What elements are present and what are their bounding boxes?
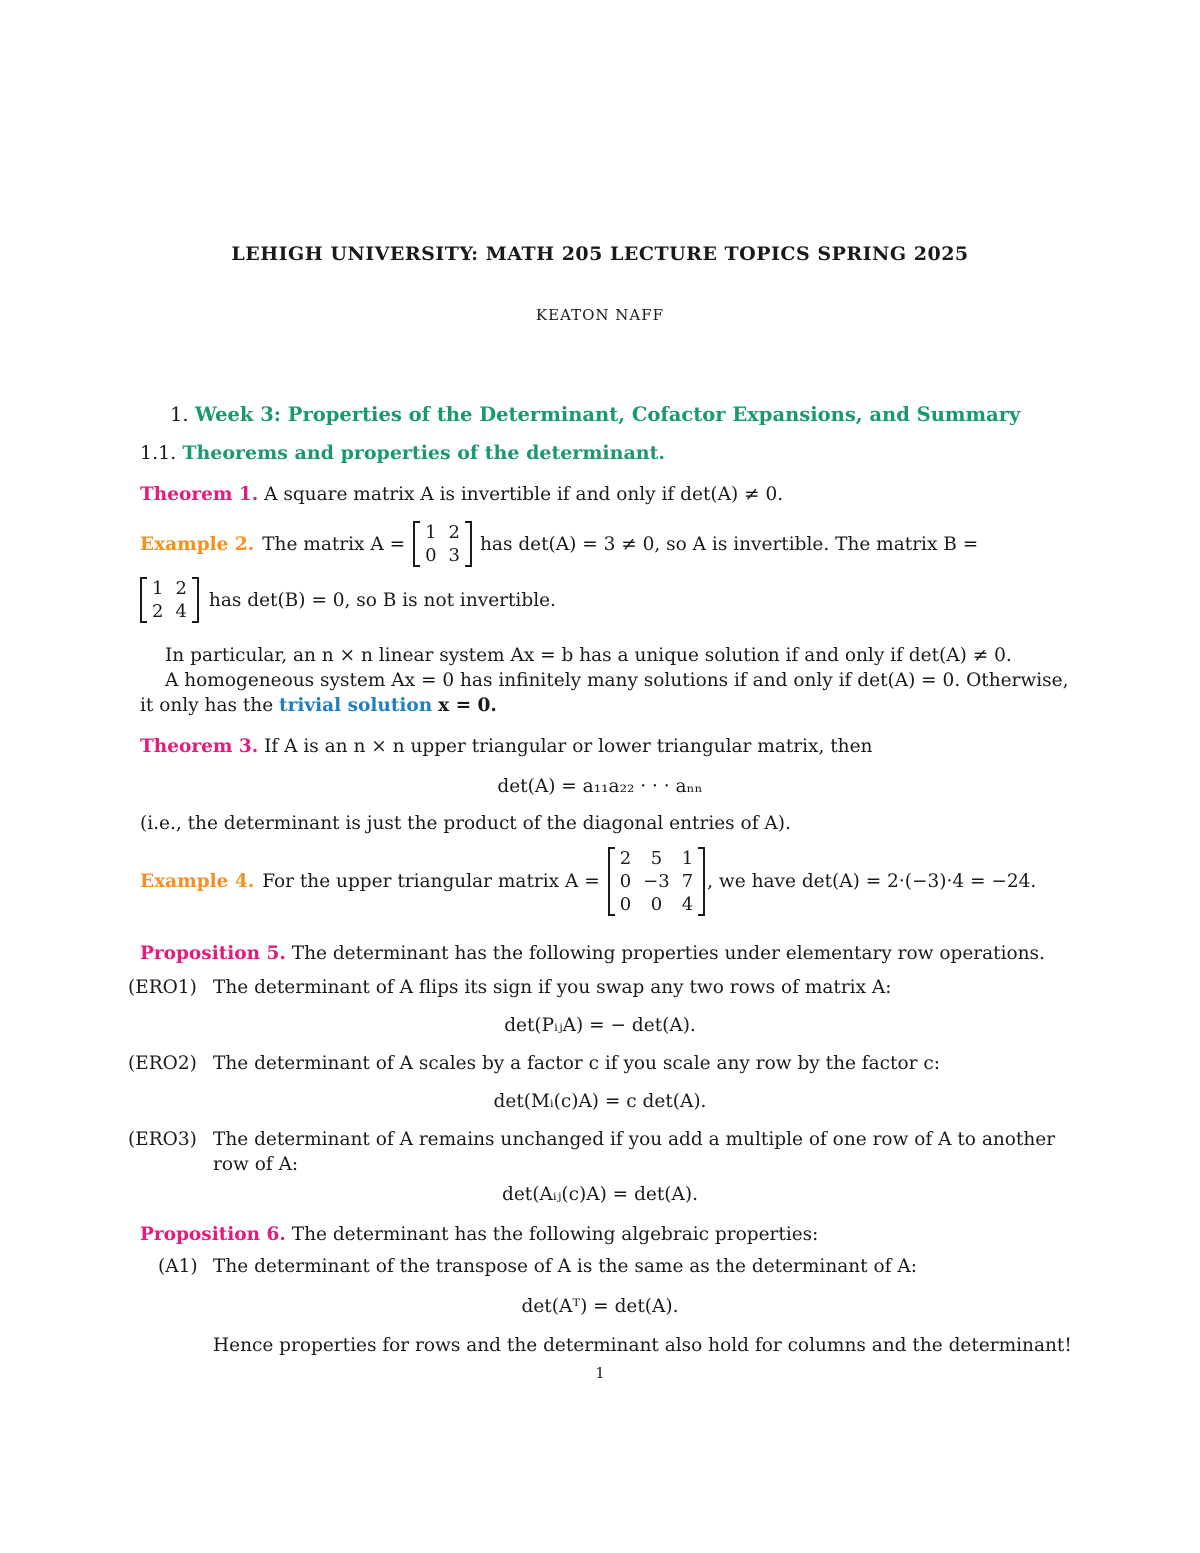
example-2-text-a: The matrix A = — [262, 533, 406, 555]
example-2-text-b: has det(A) = 3 ≠ 0, so A is invertible. The matrix B = — [480, 533, 979, 555]
matrix-cell: 2 — [175, 578, 187, 599]
subsection-title: Theorems and properties of the determinant. — [182, 442, 665, 464]
ero3-formula: det(Aᵢⱼ(c)A) = det(A). — [502, 1184, 698, 1205]
example-4-text-a: For the upper triangular matrix A = — [262, 871, 600, 892]
ero1-formula: det(PᵢⱼA) = − det(A). — [504, 1015, 696, 1036]
theorem-3-label: Theorem 3. — [140, 736, 259, 757]
page-number: 1 — [595, 1364, 605, 1382]
proposition-5-label: Proposition 5. — [140, 943, 286, 964]
matrix-cell: 0 — [425, 545, 437, 566]
theorem-3-text: If A is an n × n upper triangular or lower triangular matrix, then — [264, 736, 873, 757]
paragraph-line-1: In particular, an n × n linear system Ax = b has a unique solution if and only if det(A) ≠ 0. — [165, 645, 1012, 666]
a1-formula: det(Aᵀ) = det(A). — [521, 1296, 679, 1317]
a1-text: The determinant of the transpose of A is the same as the determinant of A: — [213, 1256, 917, 1277]
ero3-text: The determinant of A remains unchanged if you add a multiple of one row of A to another — [213, 1129, 1056, 1150]
section-number: 1. — [170, 403, 189, 426]
example-2-text-c: has det(B) = 0, so B is not invertible. — [208, 589, 556, 611]
paragraph-line-2: A homogeneous system Ax = 0 has infinitely many solutions if and only if det(A) = 0. Otherwise, — [165, 670, 1069, 691]
ero2-formula: det(Mᵢ(c)A) = c det(A). — [493, 1091, 707, 1112]
example-4-text-b: , we have det(A) = 2·(−3)·4 = −24. — [707, 871, 1037, 892]
matrix-cell: 4 — [681, 894, 694, 915]
proposition-5 — [140, 943, 1045, 964]
ero1-text: The determinant of A flips its sign if you swap any two rows of matrix A: — [213, 977, 892, 998]
proposition-5-text: The determinant has the following properties under elementary row operations. — [291, 943, 1045, 964]
matrix-cell: −3 — [643, 871, 670, 892]
matrix-a — [413, 521, 472, 567]
section-title: Week 3: Properties of the Determinant, Cofactor Expansions, and Summary — [194, 403, 1021, 426]
matrix-cell: 2 — [152, 601, 164, 622]
trivial-solution-term: trivial solution — [279, 695, 433, 716]
ero3-tag: (ERO3) — [128, 1129, 197, 1150]
paragraph-line-3-b: x = 0. — [438, 695, 497, 716]
matrix-cell: 0 — [619, 871, 632, 892]
proposition-6-text: The determinant has the following algebraic properties: — [291, 1224, 819, 1245]
matrix-cell: 2 — [448, 522, 460, 543]
matrix-cell: 5 — [650, 848, 663, 869]
example-2-line-2 — [140, 577, 556, 623]
matrix-b — [140, 577, 199, 623]
example-2-label: Example 2. — [140, 533, 255, 555]
section-heading — [170, 403, 1020, 426]
matrix-cell: 4 — [175, 601, 187, 622]
theorem-3 — [140, 736, 872, 757]
page-title: LEHIGH UNIVERSITY: MATH 205 LECTURE TOPICS SPRING 2025 — [231, 243, 969, 265]
theorem-1-text: A square matrix A is invertible if and only if det(A) ≠ 0. — [264, 484, 784, 505]
ero2-text: The determinant of A scales by a factor c if you scale any row by the factor c: — [213, 1053, 940, 1074]
matrix-cell: 2 — [619, 848, 632, 869]
subsection-number: 1.1. — [140, 442, 177, 464]
theorem-3-note: (i.e., the determinant is just the product of the diagonal entries of A). — [140, 813, 791, 834]
matrix-cell: 1 — [425, 522, 437, 543]
ero1-tag: (ERO1) — [128, 977, 197, 998]
matrix-cell: 1 — [681, 848, 694, 869]
a1-tag: (A1) — [158, 1256, 198, 1277]
example-2-line-1 — [140, 521, 978, 567]
a1-followup: Hence properties for rows and the determinant also hold for columns and the determinant! — [213, 1335, 1072, 1356]
matrix-cell: 1 — [152, 578, 164, 599]
ero2-tag: (ERO2) — [128, 1053, 197, 1074]
author: KEATON NAFF — [535, 306, 665, 324]
subsection-heading — [140, 442, 665, 464]
matrix-cell: 7 — [681, 871, 694, 892]
ero3-text-2: row of A: — [213, 1154, 299, 1175]
paragraph-line-3-a: it only has the — [140, 695, 274, 716]
example-4-label: Example 4. — [140, 871, 255, 892]
matrix-upper-triangular — [608, 847, 705, 916]
matrix-cell: 0 — [619, 894, 632, 915]
paragraph-line-3 — [140, 695, 497, 716]
theorem-1 — [140, 484, 783, 505]
proposition-6 — [140, 1224, 818, 1245]
matrix-cell: 0 — [650, 894, 663, 915]
example-4 — [140, 847, 1036, 916]
matrix-cell: 3 — [448, 545, 460, 566]
theorem-1-label: Theorem 1. — [140, 484, 259, 505]
proposition-6-label: Proposition 6. — [140, 1224, 286, 1245]
theorem-3-formula: det(A) = a₁₁a₂₂ · · · aₙₙ — [497, 776, 703, 797]
